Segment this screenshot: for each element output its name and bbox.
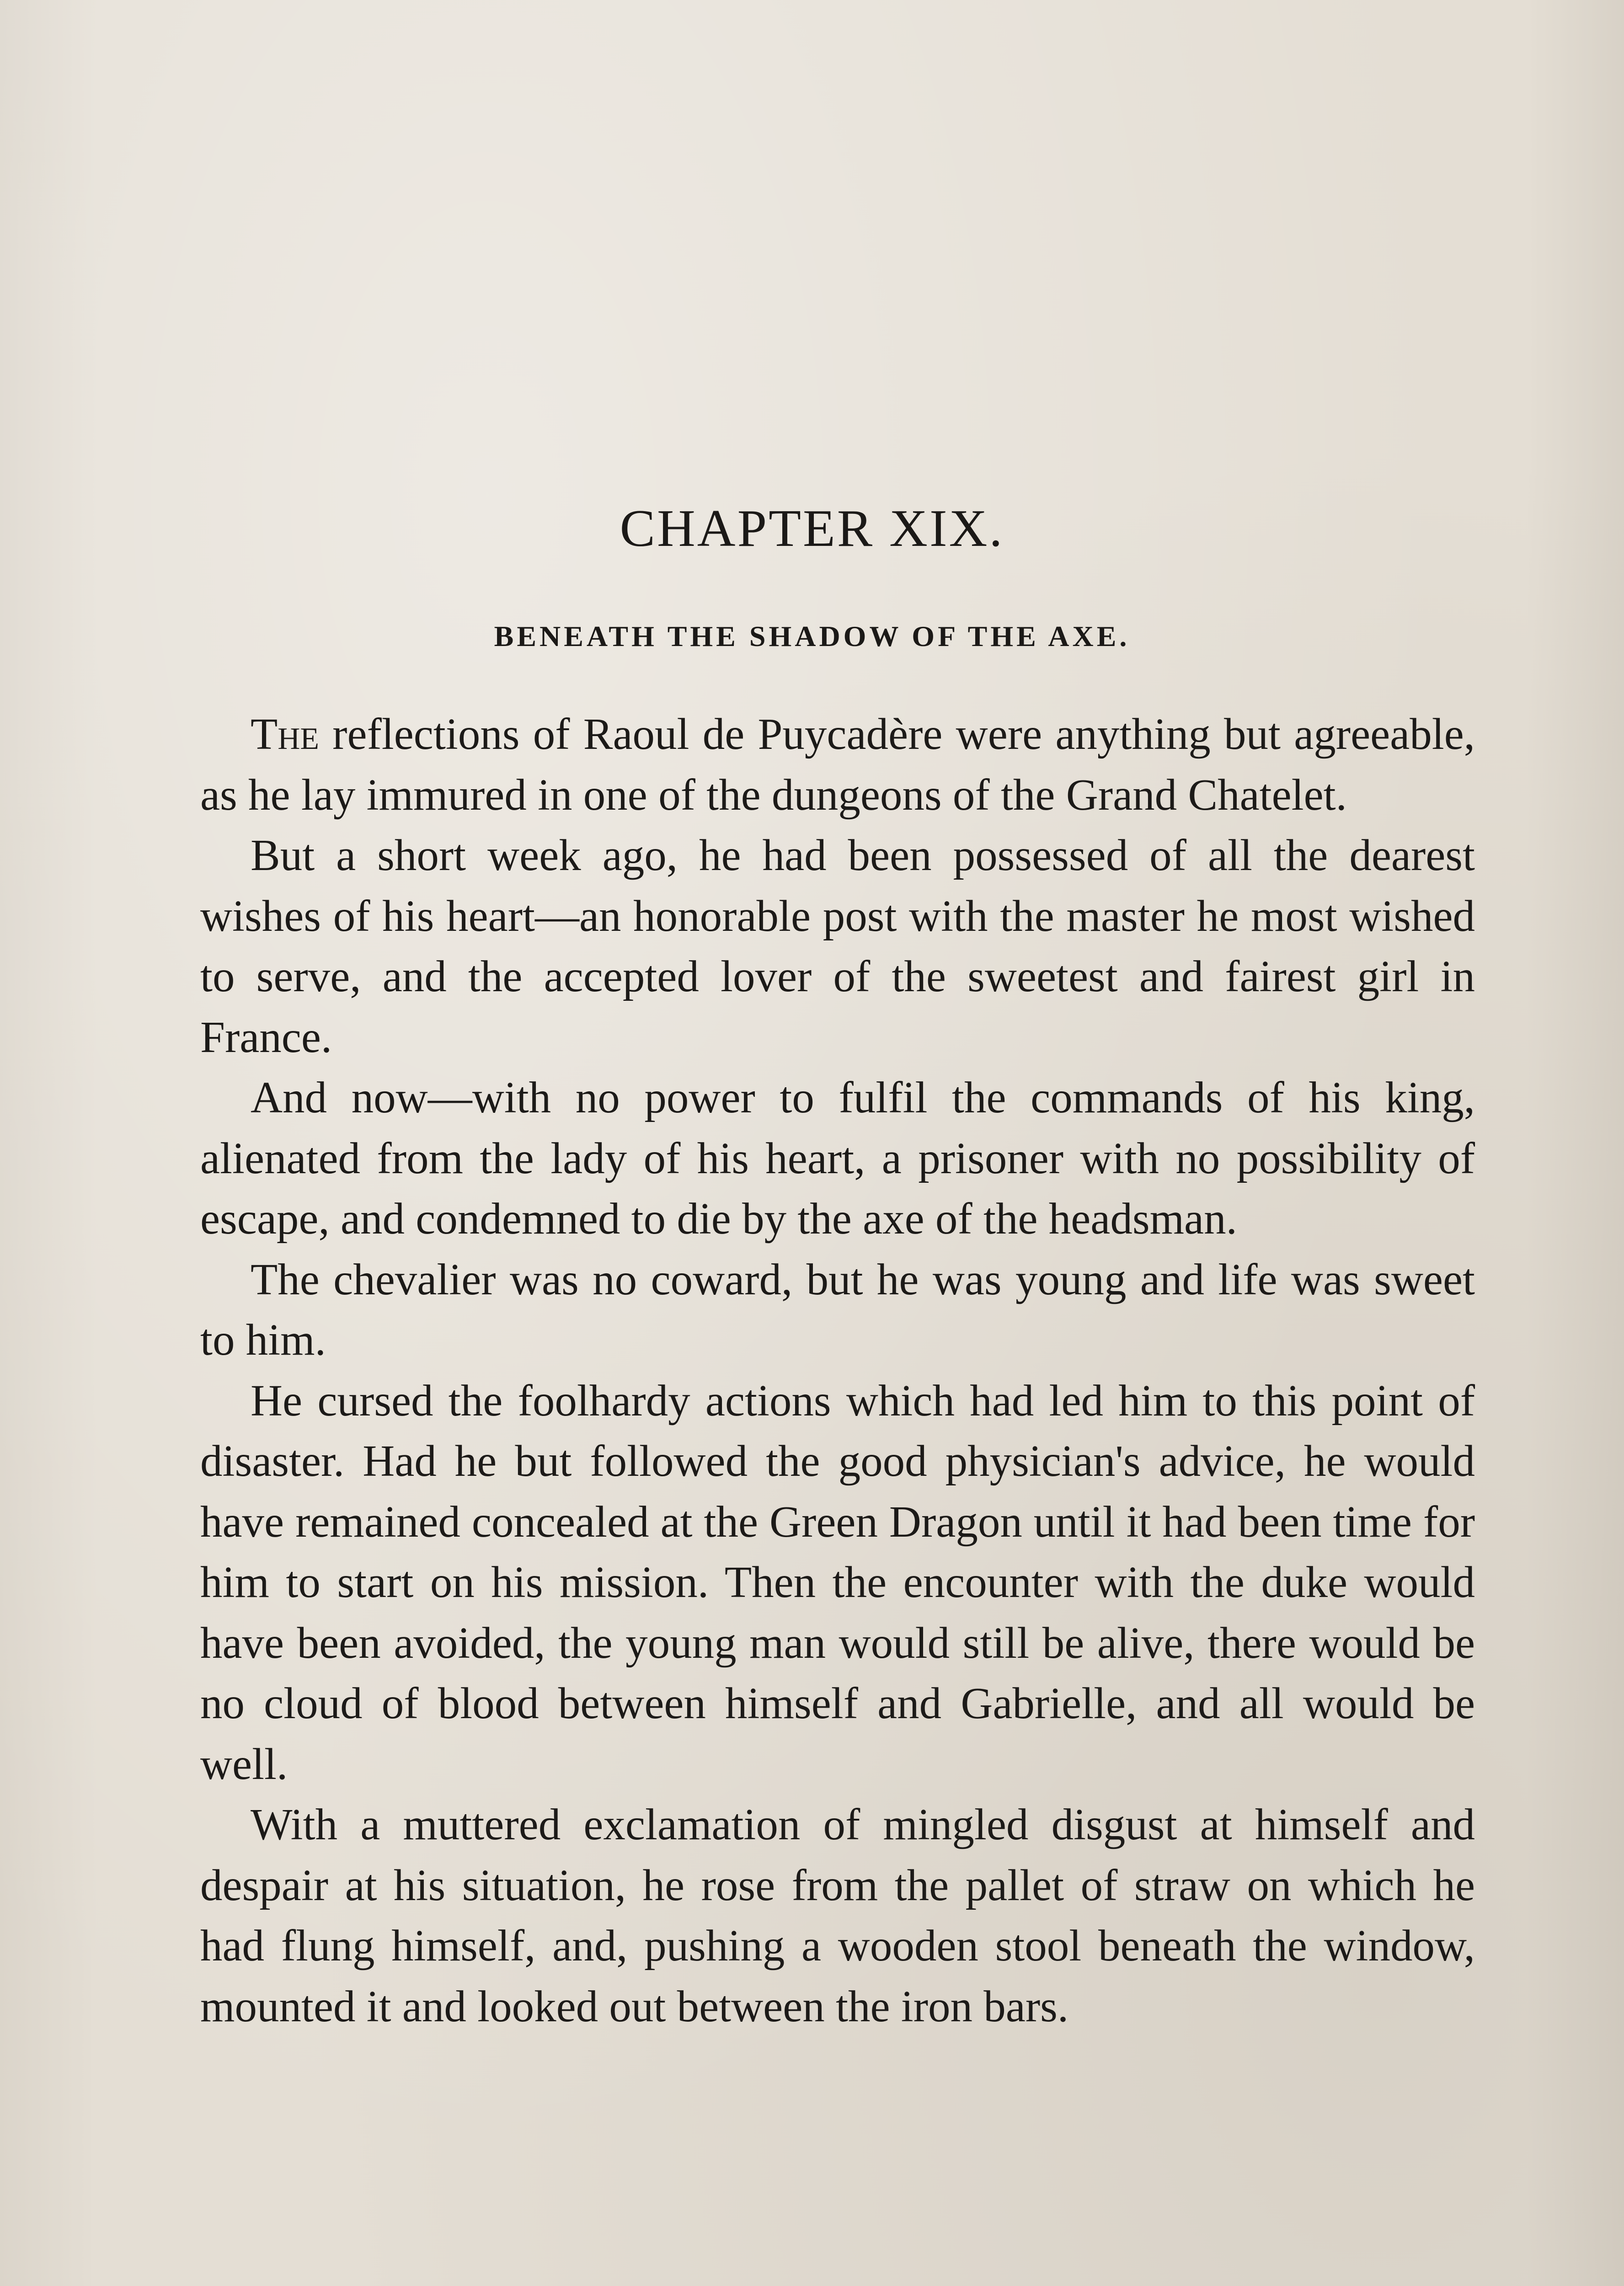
paragraph-6: With a muttered exclamation of mingled disgust at himself and despair at his situation, he rose from the pallet of straw on which he had flung himself, and, pushing a wooden stool beneath the window, mounted it and looked out between the iron bars. xyxy=(200,1800,1475,2031)
paragraph-1 xyxy=(200,704,1475,825)
paragraph-2: But a short week ago, he had been possessed of all the dearest wishes of his heart—an honorable post with the master he most wished to serve, and the accepted lover of the sweetest and fairest girl in France. xyxy=(200,831,1475,1062)
chapter-subtitle: BENEATH THE SHADOW OF THE AXE. xyxy=(494,620,1130,652)
chapter-title: CHAPTER XIX. xyxy=(620,499,1004,558)
chapter-body xyxy=(200,704,1475,2037)
drop-lead-word: The xyxy=(251,710,319,758)
paragraph-5: He cursed the foolhardy actions which had led him to this point of disaster. Had he but followed the good physician's advice, he would have remained concealed at the Green Dragon until it had been time for him to start on his mission. Then the encounter with the duke would have been avoided, the young man would still be alive, there would be no cloud of blood between himself and Gabrielle, and all would be well. xyxy=(200,1376,1475,1789)
paragraph-4: The chevalier was no coward, but he was young and life was sweet to him. xyxy=(200,1255,1475,1364)
paragraph-3: And now—with no power to fulfil the commands of his king, alienated from the lady of his heart, a prisoner with no possibility of escape, and condemned to die by the axe of the headsman. xyxy=(200,1073,1475,1243)
paragraph-text: reflections of Raoul de Puycadère were anything but agreeable, as he lay immured in one of the dungeons of the Grand Chatelet. xyxy=(200,710,1475,819)
